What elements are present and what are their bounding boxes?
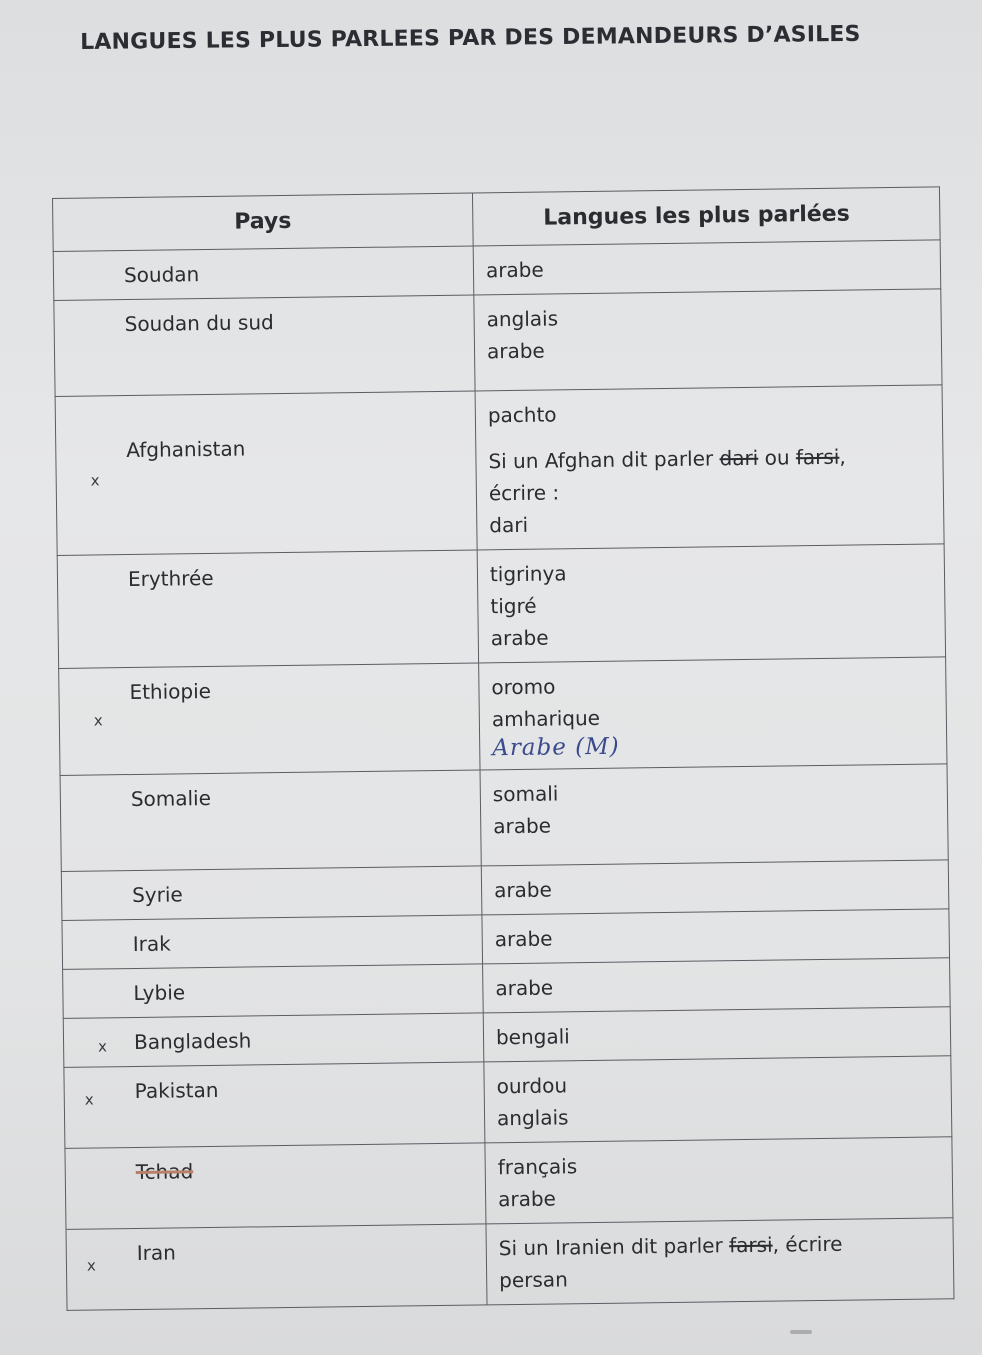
country-cell: Irak [62, 915, 483, 969]
table-row [64, 1056, 952, 1149]
language-item: somali [492, 781, 559, 807]
note-text: ou [758, 445, 797, 470]
language-item: ourdou [496, 1073, 568, 1099]
struck-word: farsi [795, 444, 840, 470]
country-name: Ethiopie [129, 678, 212, 705]
language-item: dari [489, 512, 529, 538]
table-row [60, 764, 948, 872]
handwritten-mark: x [90, 471, 100, 490]
header-languages: Langues les plus parlées [472, 187, 940, 246]
language-item: arabe [497, 1186, 557, 1212]
language-item: arabe [494, 926, 553, 952]
language-cell [475, 385, 944, 550]
language-cell [483, 1007, 951, 1062]
note-line: écrire : [488, 480, 560, 506]
language-cell [480, 764, 948, 866]
language-cell [486, 1218, 954, 1305]
language-item: anglais [496, 1105, 569, 1131]
language-cell [479, 657, 947, 770]
languages-table [52, 186, 954, 1311]
table-row [54, 289, 942, 397]
language-item: arabe [493, 877, 552, 903]
language-cell [485, 1137, 953, 1224]
paper-smudge [790, 1330, 812, 1334]
handwritten-mark: x [84, 1090, 94, 1109]
header-country: Pays [53, 193, 474, 251]
language-item: anglais [486, 306, 559, 332]
handwritten-mark: x [93, 711, 103, 730]
country-cell: Syrie [61, 866, 482, 920]
table-row [66, 1218, 954, 1311]
note-text: Si un Iranien dit parler [498, 1233, 730, 1261]
table-row [65, 1137, 953, 1230]
language-item: tigrinya [489, 561, 567, 587]
country-cell: Soudan [53, 246, 474, 300]
country-cell: Soudan du sud [54, 295, 475, 396]
language-item: arabe [493, 813, 552, 839]
language-cell [473, 240, 941, 295]
note-text: Si un Afghan dit parler [488, 446, 720, 474]
country-name: Pakistan [134, 1077, 219, 1103]
language-cell [483, 958, 951, 1013]
language-item: tigré [490, 593, 537, 619]
handwritten-mark: x [97, 1037, 108, 1056]
country-name: Iran [136, 1240, 177, 1265]
note-text: , [839, 444, 846, 469]
language-item: bengali [495, 1024, 570, 1050]
table-row [55, 385, 944, 556]
country-cell [64, 1062, 485, 1148]
country-cell: Lybie [63, 964, 484, 1018]
struck-word: farsi [728, 1232, 773, 1258]
table-row [57, 544, 945, 669]
language-item: pachto [487, 402, 557, 428]
languages-table-wrapper [52, 186, 954, 1311]
language-cell [482, 909, 950, 964]
country-cell: Erythrée [57, 550, 478, 668]
language-cell [481, 860, 949, 915]
country-cell [66, 1224, 487, 1310]
country-cell [65, 1143, 486, 1229]
language-item: oromo [491, 674, 556, 700]
document-title: LANGUES LES PLUS PARLEES PAR DES DEMANDEURS D’ASILES [80, 21, 861, 55]
table-row [59, 657, 947, 776]
language-item: arabe [495, 975, 554, 1001]
language-item: arabe [490, 625, 549, 651]
language-cell [484, 1056, 952, 1143]
language-cell [474, 289, 942, 391]
country-name-crossed-out: Tchad [135, 1159, 194, 1184]
country-cell [63, 1013, 484, 1067]
language-item: amharique [491, 705, 601, 732]
language-item: arabe [486, 338, 545, 364]
language-item: arabe [485, 257, 544, 283]
country-name: Afghanistan [126, 436, 246, 463]
country-cell [59, 663, 480, 775]
language-cell [477, 544, 945, 663]
handwritten-addition: Arabe (M) [492, 733, 620, 762]
struck-word: dari [719, 445, 759, 471]
country-cell: Somalie [60, 770, 481, 871]
language-item: français [497, 1154, 578, 1180]
note-text: , écrire [772, 1231, 843, 1257]
handwritten-mark: x [86, 1256, 96, 1275]
language-item: persan [499, 1267, 568, 1293]
country-name: Bangladesh [133, 1028, 252, 1054]
country-cell [55, 391, 477, 555]
